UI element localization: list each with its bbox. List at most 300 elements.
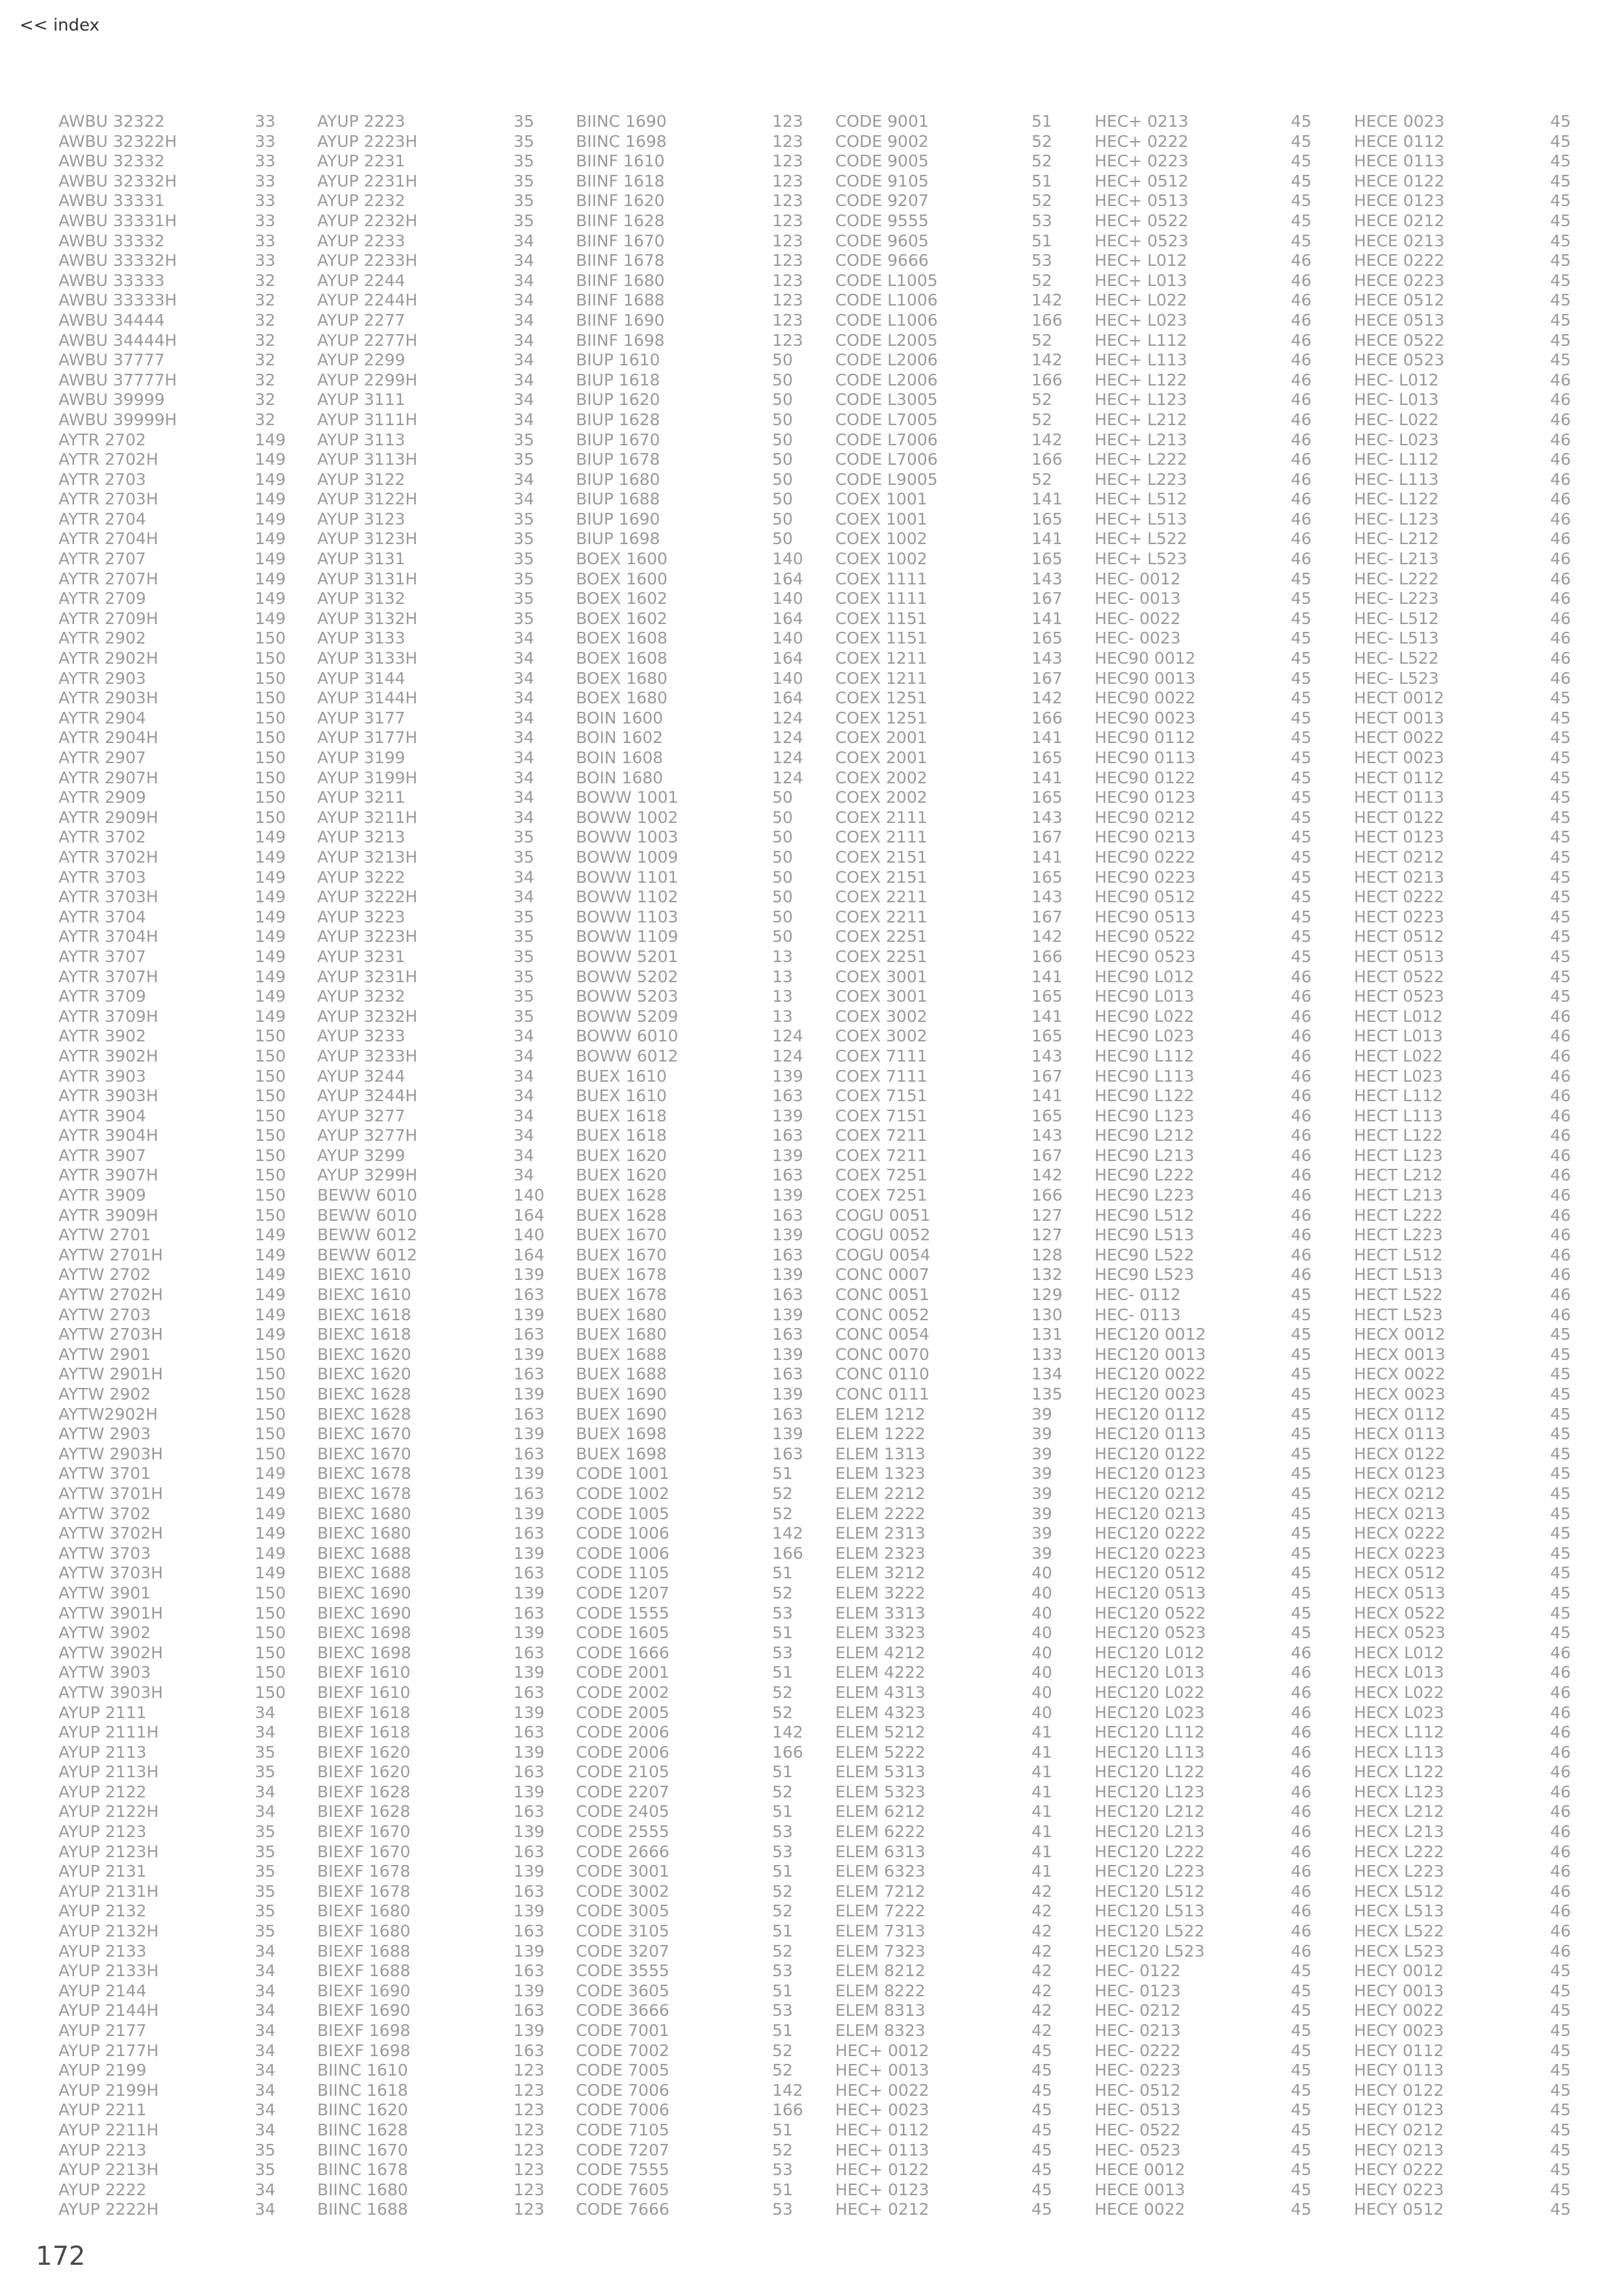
index-entry (58, 1504, 316, 1524)
product-code: COEX 3002 (835, 1006, 928, 1026)
product-code: CODE L2005 (835, 330, 938, 350)
index-entry (317, 768, 575, 789)
page-reference: 46 (1550, 1842, 1571, 1861)
index-entry (835, 1723, 1093, 1743)
product-code: CODE 9207 (835, 191, 929, 211)
index-entry (58, 609, 316, 629)
product-code: HEC+ L013 (1095, 270, 1188, 290)
back-to-index-link[interactable]: << index (19, 16, 99, 35)
index-entry (1095, 1007, 1352, 1027)
page-reference: 150 (255, 1106, 286, 1125)
index-entry (1354, 2061, 1611, 2081)
product-code: ELEM 5212 (835, 1723, 926, 1742)
page-reference: 52 (772, 1702, 793, 1722)
index-entry (576, 1464, 833, 1484)
index-entry (58, 151, 316, 172)
index-entry (835, 2081, 1093, 2101)
index-entry (576, 1086, 833, 1106)
index-entry (835, 1405, 1093, 1425)
index-entry (576, 2200, 833, 2220)
page-reference: 40 (1032, 1623, 1052, 1643)
index-entry (576, 2100, 833, 2120)
index-entry (576, 589, 833, 609)
page-reference: 46 (1291, 1205, 1312, 1225)
page-reference: 34 (255, 2061, 276, 2080)
page-reference: 123 (513, 2160, 545, 2180)
index-entry (576, 1723, 833, 1743)
index-entry (58, 112, 316, 132)
index-entry (317, 649, 575, 669)
page-reference: 46 (1291, 509, 1312, 528)
page-reference: 163 (772, 1404, 803, 1424)
index-entry (835, 1424, 1093, 1444)
index-entry (1095, 1544, 1352, 1564)
product-code: HECT 0022 (1354, 728, 1444, 748)
index-entry (58, 1405, 316, 1425)
index-entry (317, 1047, 575, 1067)
page-reference: 46 (1550, 629, 1571, 648)
product-code: HEC120 L122 (1095, 1762, 1205, 1782)
product-code: CODE 1002 (576, 1483, 669, 1503)
product-code: BIUP 1628 (576, 410, 660, 429)
product-code: HEC+ L113 (1095, 350, 1188, 370)
page-reference: 35 (513, 529, 534, 549)
index-entry (1354, 808, 1611, 828)
page-reference: 45 (1291, 2021, 1312, 2040)
page-reference: 50 (772, 788, 793, 807)
product-code: COEX 7111 (835, 1046, 928, 1065)
product-code: HECY 0012 (1354, 1961, 1444, 1981)
page-reference: 35 (513, 907, 534, 926)
page-reference: 51 (772, 1762, 793, 1782)
page-reference: 150 (255, 1385, 286, 1403)
product-code: AYUP 2299H (317, 370, 418, 389)
product-code: BEWW 6012 (317, 1225, 417, 1245)
page-reference: 45 (1291, 151, 1312, 171)
page-reference: 51 (772, 1922, 793, 1941)
product-code: AYTR 3907H (58, 1166, 159, 1185)
product-code: ELEM 3212 (835, 1563, 926, 1583)
product-code: BUEX 1670 (576, 1225, 667, 1245)
product-code: ELEM 4222 (835, 1663, 926, 1682)
page-reference: 165 (1032, 549, 1063, 569)
page-reference: 149 (255, 887, 286, 907)
product-code: BUEX 1628 (576, 1205, 667, 1225)
page-reference: 40 (1032, 1702, 1052, 1722)
product-code: COGU 0051 (835, 1205, 931, 1225)
page-reference: 46 (1550, 1225, 1571, 1245)
product-code: CODE 7006 (576, 2080, 669, 2100)
page-reference: 45 (1291, 708, 1312, 727)
page-reference: 150 (255, 1424, 286, 1444)
product-code: COEX 1251 (835, 688, 928, 708)
index-entry (317, 2081, 575, 2101)
product-code: BIEXC 1688 (317, 1563, 411, 1583)
product-code: AYTR 2702 (58, 430, 146, 449)
index-entry (576, 669, 833, 689)
product-code: CODE 1006 (576, 1543, 669, 1563)
index-entry (835, 1703, 1093, 1723)
page-reference: 42 (1032, 1941, 1052, 1961)
index-entry (576, 1345, 833, 1365)
page-reference: 41 (1032, 1802, 1052, 1821)
product-code: HECT L123 (1354, 1145, 1443, 1165)
page-reference: 45 (1550, 2001, 1571, 2020)
index-entry (576, 331, 833, 351)
page-reference: 45 (1291, 748, 1312, 767)
index-entry (317, 350, 575, 371)
page-reference: 39 (1032, 1504, 1052, 1523)
index-entry (576, 2061, 833, 2081)
index-entry (1354, 848, 1611, 868)
index-entry (835, 311, 1093, 331)
product-code: HEC90 L123 (1095, 1106, 1195, 1125)
index-entry (835, 828, 1093, 848)
page-reference: 35 (255, 1901, 276, 1921)
product-code: COEX 7211 (835, 1145, 928, 1165)
product-code: ELEM 8212 (835, 1961, 926, 1981)
page-reference: 50 (772, 509, 793, 528)
product-code: HEC90 L212 (1095, 1126, 1195, 1145)
product-code: AYUP 3144 (317, 668, 406, 688)
page-reference: 34 (513, 728, 534, 748)
index-entry (576, 887, 833, 907)
index-entry (317, 510, 575, 530)
index-entry (1354, 1186, 1611, 1206)
index-entry (317, 688, 575, 709)
index-entry (317, 1723, 575, 1743)
page-reference: 149 (255, 867, 286, 887)
index-entry (1095, 1206, 1352, 1226)
index-entry (1095, 1305, 1352, 1325)
product-code: AYUP 2132 (58, 1901, 147, 1921)
index-entry (1354, 291, 1611, 311)
product-code: HECT L012 (1354, 1006, 1443, 1026)
page-reference: 165 (1032, 748, 1063, 767)
page-reference: 46 (1291, 529, 1312, 549)
index-entry (1095, 828, 1352, 848)
product-code: BIEXC 1678 (317, 1464, 411, 1483)
product-code: ELEM 2313 (835, 1524, 926, 1543)
page-reference: 41 (1032, 1822, 1052, 1842)
page-reference: 35 (513, 211, 534, 230)
page-reference: 163 (772, 1086, 803, 1106)
product-code: HECE 0013 (1095, 2180, 1186, 2199)
index-entry (58, 2141, 316, 2161)
index-entry (1095, 350, 1352, 371)
page-reference: 150 (255, 1444, 286, 1463)
index-entry (317, 1325, 575, 1345)
page-reference: 139 (772, 1385, 803, 1403)
product-code: HEC- 0222 (1095, 2041, 1181, 2060)
index-entry (576, 1186, 833, 1206)
index-entry (317, 2120, 575, 2141)
product-code: HEC90 0023 (1095, 708, 1196, 727)
product-code: CONC 0052 (835, 1305, 929, 1324)
product-code: AYUP 2213 (58, 2140, 147, 2159)
index-entry (1095, 768, 1352, 789)
page-reference: 163 (513, 1762, 545, 1782)
product-code: AYUP 2213H (58, 2160, 159, 2180)
page-reference: 45 (1550, 1364, 1571, 1384)
index-entry (1354, 450, 1611, 470)
page-reference: 45 (1550, 2061, 1571, 2080)
page-reference: 45 (1032, 2080, 1052, 2100)
index-entry (317, 927, 575, 947)
page-reference: 50 (772, 410, 793, 429)
index-entry (58, 1166, 316, 1186)
page-reference: 167 (1032, 589, 1063, 608)
index-entry (1095, 1683, 1352, 1703)
index-entry (835, 569, 1093, 590)
index-entry (1095, 967, 1352, 987)
page-reference: 123 (513, 2100, 545, 2120)
index-entry (835, 1106, 1093, 1127)
page-reference: 123 (513, 2140, 545, 2159)
index-entry (576, 529, 833, 549)
index-entry (1095, 808, 1352, 828)
product-code: HEC+ L022 (1095, 291, 1188, 310)
product-code: HEC- 0213 (1095, 2021, 1181, 2040)
product-code: HECX 0013 (1354, 1344, 1446, 1364)
product-code: BOEX 1680 (576, 688, 668, 708)
page-reference: 52 (772, 2041, 793, 2060)
index-entry (317, 1524, 575, 1544)
index-entry (1095, 1782, 1352, 1803)
index-entry (576, 1364, 833, 1385)
product-code: BUEX 1678 (576, 1265, 667, 1285)
index-entry (835, 808, 1093, 828)
product-code: AYTR 3903 (58, 1066, 146, 1086)
index-entry (835, 132, 1093, 152)
index-entry (317, 1703, 575, 1723)
index-entry (1095, 2200, 1352, 2220)
page-reference: 35 (513, 549, 534, 569)
product-code: HECX L522 (1354, 1922, 1444, 1941)
product-code: CONC 0110 (835, 1364, 929, 1384)
page-reference: 140 (772, 589, 803, 608)
product-code: AWBU 33331H (58, 211, 177, 230)
page-reference: 163 (513, 1483, 545, 1503)
index-entry (576, 172, 833, 192)
index-entry (835, 390, 1093, 410)
index-entry (1354, 529, 1611, 549)
page-reference: 45 (1550, 768, 1571, 787)
index-entry (576, 1802, 833, 1822)
index-entry (835, 2160, 1093, 2180)
page-reference: 39 (1032, 1464, 1052, 1483)
index-entry (58, 1743, 316, 1763)
page-reference: 139 (513, 1862, 545, 1881)
index-entry (58, 1325, 316, 1345)
page-reference: 139 (513, 1583, 545, 1602)
page-reference: 46 (1291, 1682, 1312, 1702)
page-reference: 124 (772, 1046, 803, 1065)
page-reference: 46 (1550, 529, 1571, 549)
page-reference: 123 (772, 112, 803, 131)
index-entry (576, 1544, 833, 1564)
product-code: HEC+ 0223 (1095, 151, 1189, 171)
page-reference: 45 (1550, 1981, 1571, 2000)
page-reference: 142 (1032, 688, 1063, 708)
product-code: CODE 1105 (576, 1563, 669, 1583)
index-entry (58, 1922, 316, 1942)
index-entry (317, 569, 575, 590)
index-entry (576, 1126, 833, 1146)
index-entry (317, 1067, 575, 1087)
page-reference: 46 (1550, 1006, 1571, 1026)
product-code: HEC- L512 (1354, 608, 1439, 628)
product-code: COGU 0054 (835, 1245, 931, 1264)
product-code: AYUP 2211 (58, 2100, 147, 2120)
product-code: HEC90 L213 (1095, 1145, 1195, 1165)
product-code: HECT 0012 (1354, 688, 1444, 708)
page-reference: 13 (772, 1006, 793, 1026)
index-entry (58, 1424, 316, 1444)
product-code: AYTR 2707 (58, 549, 146, 569)
product-code: CODE 9005 (835, 151, 929, 171)
product-code: AYUP 3222H (317, 887, 418, 907)
page-reference: 163 (513, 1881, 545, 1901)
index-entry (1354, 2021, 1611, 2041)
product-code: HECT L523 (1354, 1305, 1443, 1324)
index-entry (835, 1762, 1093, 1782)
index-entry (576, 2001, 833, 2021)
index-entry (576, 1225, 833, 1246)
page-reference: 139 (513, 1663, 545, 1682)
page-reference: 45 (1550, 1583, 1571, 1602)
index-entry (58, 291, 316, 311)
index-entry (317, 1942, 575, 1962)
page-reference: 45 (1291, 649, 1312, 668)
index-entry (1354, 1424, 1611, 1444)
page-reference: 139 (513, 1344, 545, 1364)
index-entry (835, 649, 1093, 669)
product-code: CODE L1005 (835, 270, 938, 290)
page-reference: 139 (513, 1941, 545, 1961)
page-reference: 150 (255, 1126, 286, 1145)
page-reference: 46 (1291, 310, 1312, 330)
product-code: HEC- L013 (1354, 390, 1439, 410)
index-entry (835, 1325, 1093, 1345)
index-entry (1354, 947, 1611, 967)
index-entry (1095, 1285, 1352, 1305)
product-code: BIINF 1618 (576, 171, 665, 190)
index-entry (1354, 828, 1611, 848)
page-reference: 46 (1291, 1802, 1312, 1821)
product-code: HECY 0022 (1354, 2001, 1444, 2020)
product-code: ELEM 5323 (835, 1782, 926, 1801)
product-code: BIINC 1628 (317, 2120, 408, 2139)
page-reference: 51 (772, 1563, 793, 1583)
index-entry (58, 172, 316, 192)
page-reference: 150 (255, 1583, 286, 1602)
product-code: BOIN 1600 (576, 708, 664, 727)
product-code: CODE 1555 (576, 1603, 669, 1623)
page-reference: 45 (1550, 1524, 1571, 1543)
index-entry (576, 868, 833, 888)
product-code: AYTR 3702 (58, 828, 146, 847)
product-code: AYUP 2111H (58, 1723, 159, 1742)
index-entry (1354, 211, 1611, 231)
product-code: CODE 2002 (576, 1682, 669, 1702)
page-reference: 143 (1032, 649, 1063, 668)
product-code: HECE 0113 (1354, 151, 1445, 171)
page-reference: 46 (1291, 430, 1312, 449)
product-code: AYTR 2707H (58, 569, 159, 588)
product-code: BIEXC 1670 (317, 1424, 411, 1444)
index-entry (58, 470, 316, 490)
page-reference: 143 (1032, 807, 1063, 827)
product-code: HEC120 0523 (1095, 1623, 1206, 1643)
page-reference: 45 (1550, 1543, 1571, 1563)
product-code: HECY 0113 (1354, 2061, 1444, 2080)
page-reference: 53 (772, 1603, 793, 1623)
page-reference: 46 (1291, 1862, 1312, 1881)
index-entry (317, 609, 575, 629)
page-reference: 149 (255, 509, 286, 528)
page-reference: 45 (1550, 2021, 1571, 2040)
index-entry (58, 350, 316, 371)
product-code: COEX 1151 (835, 608, 928, 628)
page-reference: 52 (1032, 410, 1052, 429)
page-reference: 163 (513, 1603, 545, 1623)
index-entry (835, 1047, 1093, 1067)
product-code: HEC+ L523 (1095, 549, 1188, 569)
page-reference: 45 (1550, 987, 1571, 1006)
product-code: HEC90 0522 (1095, 927, 1196, 946)
product-code: AYUP 2144H (58, 2001, 159, 2020)
product-code: BIEXC 1610 (317, 1285, 411, 1305)
index-entry (576, 430, 833, 450)
index-entry (317, 1385, 575, 1405)
index-entry (317, 211, 575, 231)
index-entry (835, 1484, 1093, 1504)
page-reference: 46 (1291, 1225, 1312, 1245)
page-reference: 53 (772, 1842, 793, 1861)
product-code: HEC90 0122 (1095, 768, 1196, 787)
page-reference: 35 (255, 1842, 276, 1861)
index-entry (58, 1524, 316, 1544)
page-reference: 46 (1291, 1901, 1312, 1921)
page-reference: 34 (513, 887, 534, 907)
index-entry (58, 1544, 316, 1564)
index-entry (317, 808, 575, 828)
index-entry (835, 967, 1093, 987)
product-code: AYTW 3901 (58, 1583, 151, 1602)
index-entry (1095, 629, 1352, 649)
product-code: AYUP 2133 (58, 1941, 147, 1961)
product-code: BIEXC 1670 (317, 1444, 411, 1463)
page-reference: 46 (1291, 1822, 1312, 1842)
index-entry (576, 1007, 833, 1027)
product-code: CODE L2006 (835, 350, 938, 370)
page-reference: 150 (255, 1623, 286, 1643)
index-entry (1354, 728, 1611, 748)
index-entry (317, 1782, 575, 1803)
product-code: HECT L213 (1354, 1186, 1443, 1205)
page-reference: 45 (1291, 1444, 1312, 1463)
index-entry (1354, 927, 1611, 947)
index-entry (1354, 1504, 1611, 1524)
index-entry (1354, 1762, 1611, 1782)
page-reference: 51 (1032, 171, 1052, 190)
product-code: BIINF 1680 (576, 270, 665, 290)
product-code: COEX 1151 (835, 629, 928, 648)
product-code: COGU 0052 (835, 1225, 931, 1245)
index-entry (1354, 311, 1611, 331)
page-reference: 46 (1550, 410, 1571, 429)
